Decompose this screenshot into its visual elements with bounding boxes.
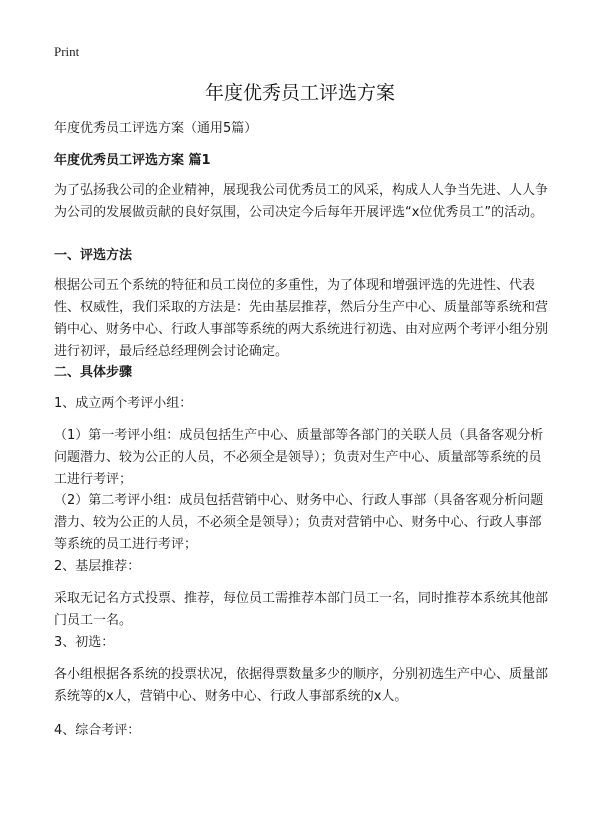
- section-heading-steps: 二、具体步骤: [54, 365, 133, 380]
- step-4-heading: 4、综合考评：: [54, 723, 141, 738]
- print-link[interactable]: Print: [54, 44, 80, 59]
- page-title: 年度优秀员工评选方案: [204, 82, 395, 104]
- step-3-heading: 3、初选：: [54, 635, 115, 650]
- group-1-paragraph: （1）第一考评小组：成员包括生产中心、质量部等各部门的关联人员（具备客观分析问题潜力、较为公正的人员，不必须全是领导）；负责对生产中心、质量部等系统的员工进行考评；: [54, 428, 544, 487]
- step-1-heading: 1、成立两个考评小组：: [54, 396, 193, 411]
- grassroots-paragraph: 采取无记名方式投票、推荐，每位员工需推荐本部门员工一名，同时推荐本系统其他部门员工一名。: [54, 591, 549, 628]
- group-2-paragraph: （2）第二考评小组：成员包括营销中心、财务中心、行政人事部（具备客观分析问题潜力、较为公正的人员，不必须全是领导）；负责对营销中心、财务中心、行政人事部等系统的员工进行考评；: [54, 493, 544, 552]
- step-2-heading: 2、基层推荐：: [54, 559, 141, 574]
- section-heading-method: 一、评选方法: [54, 248, 133, 263]
- method-paragraph: 根据公司五个系统的特征和员工岗位的多重性，为了体现和增强评选的先进性、代表性、权威性，我们采取的方法是：先由基层推荐，然后分生产中心、质量部等系统和营销中心、财务中心、行政人事部等系统的两大系统进行初选、由对应两个考评小组分别进行初评，最后经总经理例会讨论确定。: [54, 278, 549, 359]
- intro-paragraph: 为了弘扬我公司的企业精神，展现我公司优秀员工的风采，构成人人争当先进、人人争为公司的发展做贡献的良好氛围，公司决定今后每年开展评选“x位优秀员工”的活动。: [54, 183, 549, 220]
- article-title: 年度优秀员工评选方案 篇1: [54, 153, 211, 168]
- preselect-paragraph: 各小组根据各系统的投票状况，依据得票数量多少的顺序，分别初选生产中心、质量部系统等的x人，营销中心、财务中心、行政人事部系统的x人。: [54, 667, 549, 704]
- document-subtitle: 年度优秀员工评选方案（通用5篇）: [54, 121, 258, 136]
